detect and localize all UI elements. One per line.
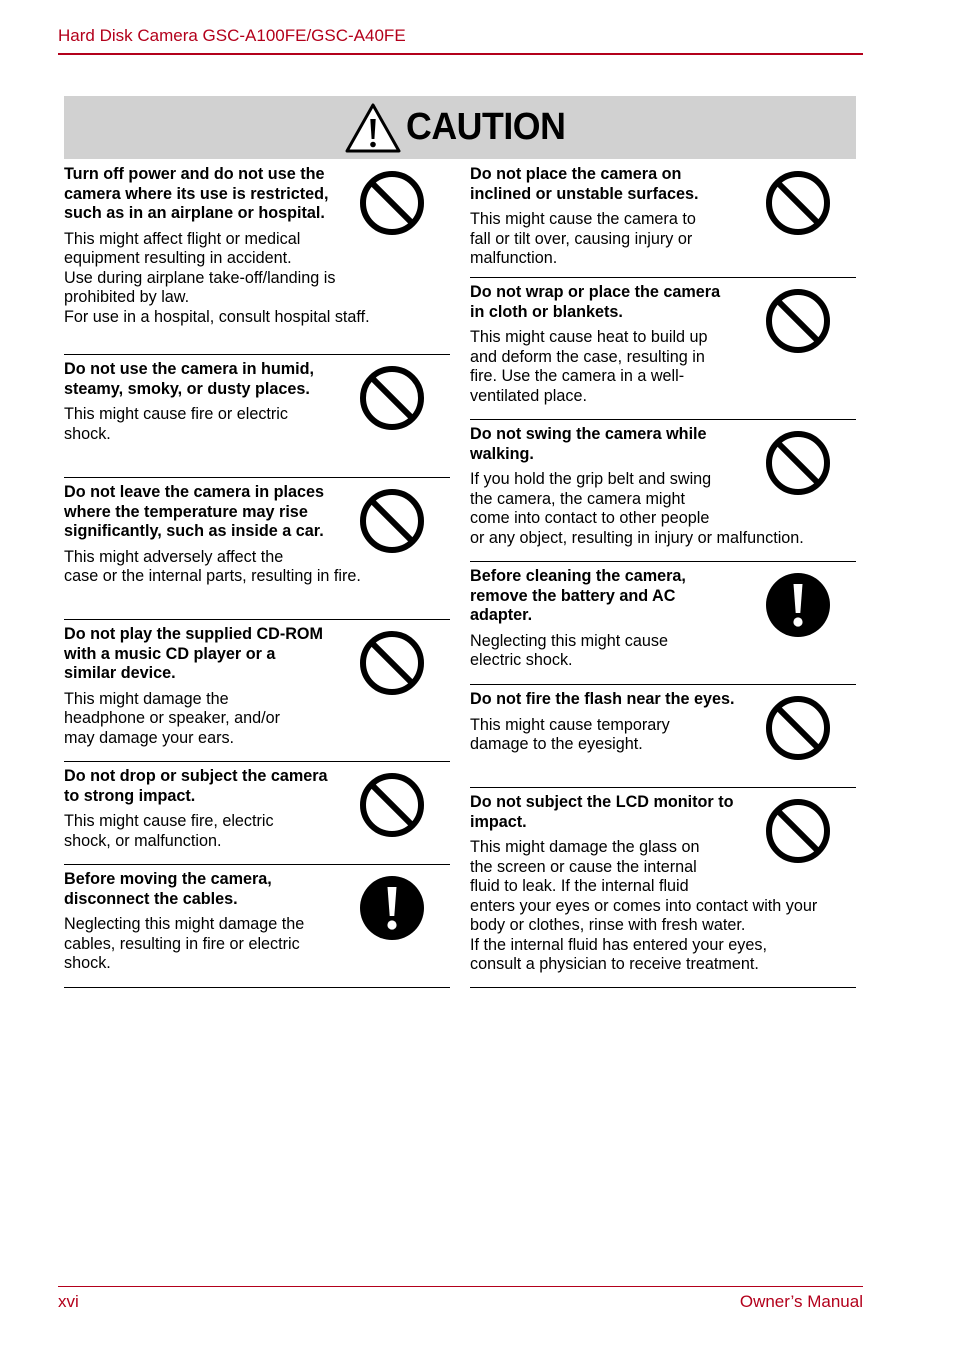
prohibition-icon — [764, 429, 832, 497]
caution-item — [470, 788, 856, 988]
warning-triangle-icon — [344, 102, 402, 154]
item-description: This might cause the camera to fall or tilt over, causing injury or malfunction. — [470, 210, 696, 267]
item-description: This might affect flight or medical equipment resulting in accident. Use during airplane take-off/landing is prohibited by law. For use in a hospital, consult hospital staff. — [64, 229, 370, 326]
caution-item — [470, 420, 856, 562]
caution-item — [470, 562, 856, 685]
item-description: This might adversely affect the case or the internal parts, resulting in fire. — [64, 547, 361, 585]
item-title: Do not place the camera on inclined or unstable surfaces. — [470, 165, 699, 203]
item-description: This might cause fire or electric shock. — [64, 405, 289, 443]
item-description: This might cause temporary damage to the eyesight. — [470, 715, 670, 753]
manual-name: Owner’s Manual — [739, 1292, 863, 1311]
caution-item — [470, 278, 856, 420]
footer-rule — [58, 1286, 863, 1287]
item-description: This might cause fire, electric shock, or malfunction. — [64, 812, 274, 850]
caution-item — [64, 620, 450, 762]
running-header: Hard Disk Camera GSC-A100FE/GSC-A40FE — [58, 26, 406, 45]
caution-item — [470, 685, 856, 788]
caution-item — [470, 160, 856, 278]
mandatory-exclamation-icon — [358, 874, 426, 942]
mandatory-exclamation-icon — [764, 571, 832, 639]
prohibition-icon — [764, 287, 832, 355]
item-title: Turn off power and do not use the camera where its use is restricted, such as in an airplane or hospital. — [64, 165, 329, 222]
item-title: Do not fire the flash near the eyes. — [470, 690, 735, 708]
item-title: Do not leave the camera in places where the temperature may rise significantly, such as inside a car. — [64, 483, 325, 540]
item-title: Before cleaning the camera, remove the battery and AC adapter. — [470, 567, 686, 624]
prohibition-icon — [358, 629, 426, 697]
item-title: Do not swing the camera while walking. — [470, 425, 707, 463]
item-description: If you hold the grip belt and swing the camera, the camera might come into contact to other people or any object, resulting in injury or malfunction. — [470, 470, 804, 547]
item-description: Neglecting this might damage the cables, resulting in fire or electric shock. — [64, 915, 305, 972]
prohibition-icon — [358, 364, 426, 432]
right-column — [470, 160, 856, 988]
item-description: Neglecting this might cause electric shock. — [470, 631, 668, 669]
header-rule — [58, 53, 863, 55]
caution-item — [64, 762, 450, 865]
prohibition-icon — [358, 487, 426, 555]
item-description: This might cause heat to build up and deform the case, resulting in fire. Use the camera in a well- ventilated place. — [470, 328, 708, 405]
prohibition-icon — [358, 771, 426, 839]
left-column — [64, 160, 450, 988]
caution-item — [64, 160, 450, 355]
item-description: This might damage the headphone or speaker, and/or may damage your ears. — [64, 689, 281, 747]
caution-banner — [64, 96, 856, 159]
prohibition-icon — [764, 694, 832, 762]
prohibition-icon — [358, 169, 426, 237]
page-number: xvi — [58, 1292, 79, 1311]
prohibition-icon — [764, 797, 832, 865]
item-title: Before moving the camera, disconnect the cables. — [64, 870, 272, 908]
caution-item — [64, 355, 450, 478]
caution-item — [64, 865, 450, 988]
caution-heading: CAUTION — [406, 106, 566, 148]
item-title: Do not drop or subject the camera to strong impact. — [64, 767, 328, 805]
caution-item — [64, 478, 450, 620]
item-title: Do not subject the LCD monitor to impact. — [470, 793, 734, 831]
prohibition-icon — [764, 169, 832, 237]
item-title: Do not wrap or place the camera in cloth or blankets. — [470, 283, 721, 321]
item-title: Do not use the camera in humid, steamy, smoky, or dusty places. — [64, 360, 315, 398]
item-description: This might damage the glass on the screen or cause the internal fluid to leak. If the internal fluid enters your eyes or comes into contact with your body or clothes, rinse with fresh water. If the internal fluid has entered your eyes, consult a physician to receive treatment. — [470, 838, 818, 973]
item-title: Do not play the supplied CD-ROM with a music CD player or a similar device. — [64, 625, 323, 682]
